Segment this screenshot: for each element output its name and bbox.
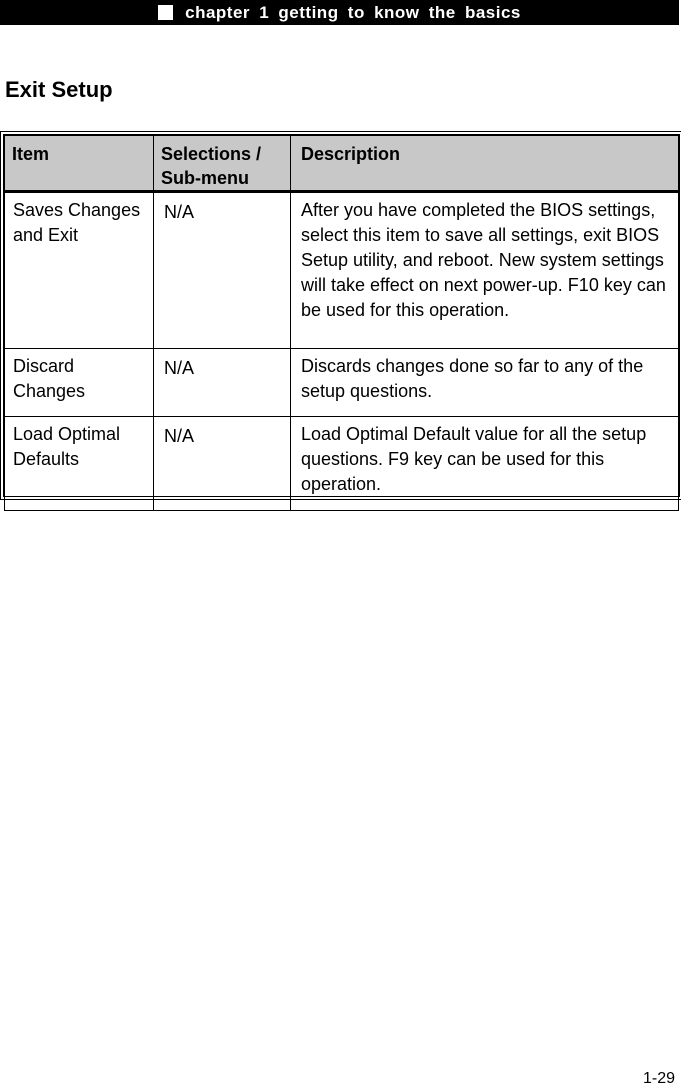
section-title: Exit Setup: [5, 77, 113, 102]
column-header-description: Description: [291, 136, 679, 192]
square-bullet-icon: [158, 5, 173, 20]
table-header-row: [5, 136, 679, 192]
exit-setup-table: [0, 131, 681, 500]
row-item: Saves Changes and Exit: [5, 192, 154, 349]
row-item: Load Optimal Defaults: [5, 417, 154, 511]
table-row: [5, 349, 679, 417]
chapter-title: chapter 1 getting to know the basics: [185, 2, 521, 22]
table-row: [5, 192, 679, 349]
row-description: Discards changes done so far to any of the setup questions.: [291, 349, 679, 417]
row-item: Discard Changes: [5, 349, 154, 417]
column-header-item: Item: [5, 136, 154, 192]
row-description: Load Optimal Default value for all the setup questions. F9 key can be used for this operation.: [291, 417, 679, 511]
row-description: After you have completed the BIOS settings, select this item to save all settings, exit BIOS Setup utility, and reboot. New system settings will take effect on next power-up. F10 key can be used for this operation.: [291, 192, 679, 349]
chapter-header-bar: [0, 0, 679, 25]
column-header-selections: Selections / Sub-menu: [154, 136, 291, 192]
table-row: [5, 417, 679, 511]
row-selection: N/A: [154, 349, 291, 417]
row-selection: N/A: [154, 192, 291, 349]
page-number: 1-29: [642, 1070, 675, 1087]
row-selection: N/A: [154, 417, 291, 511]
